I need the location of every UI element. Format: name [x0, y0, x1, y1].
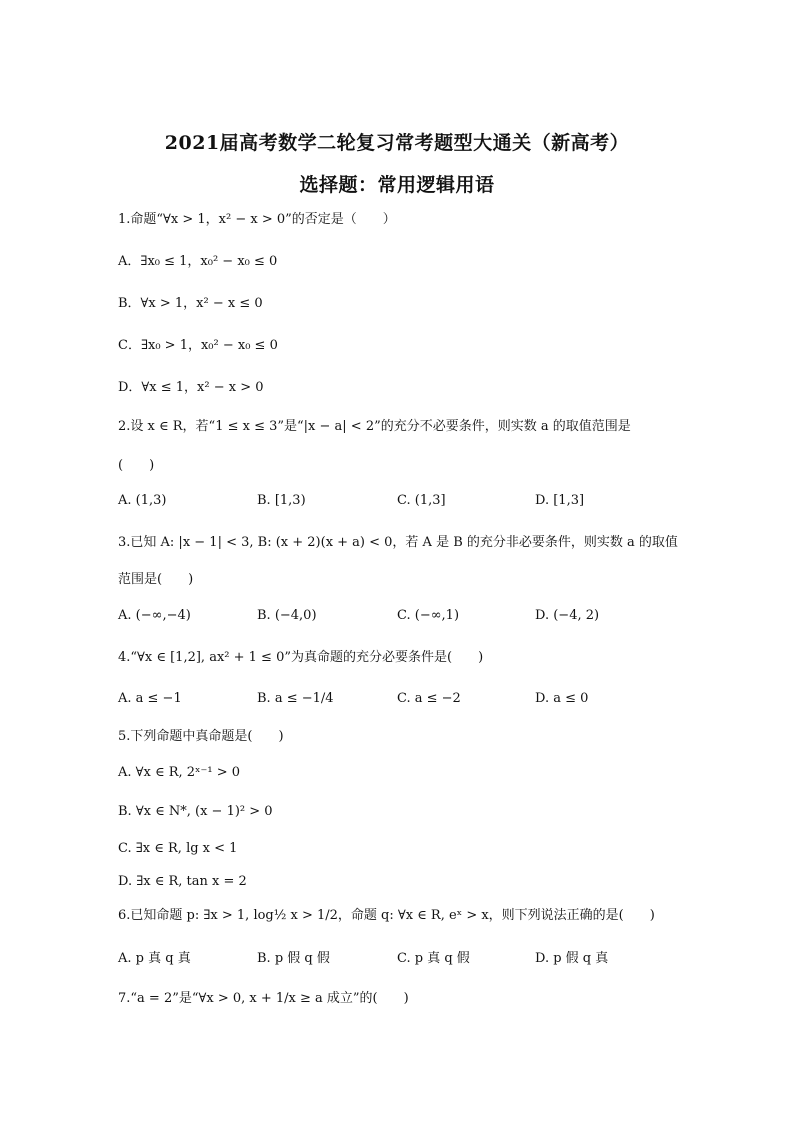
question-5-option-a: A. ∀x ∈ R, 2ˣ⁻¹ > 0: [118, 765, 241, 780]
question-7-stem: 7.“a = 2”是“∀x > 0, x + 1/x ≥ a 成立”的( ): [118, 991, 409, 1006]
question-6-option-d: D. p 假 q 真: [535, 951, 609, 966]
question-1-option-d: D．∀x ≤ 1，x² − x > 0: [118, 380, 264, 395]
question-6-stem: 6.已知命题 p: ∃x > 1, log½ x > 1/2，命题 q: ∀x ∈ R, eˣ > x，则下列说法正确的是( ): [118, 908, 655, 923]
question-4-stem: 4.“∀x ∈ [1,2], ax² + 1 ≤ 0”为真命题的充分必要条件是( ): [118, 650, 484, 665]
question-1-option-b: B．∀x > 1，x² − x ≤ 0: [118, 296, 263, 311]
question-3-stem-continued: 范围是( ): [118, 572, 194, 587]
question-5-option-c: C. ∃x ∈ R, lg x < 1: [118, 841, 238, 856]
question-4-option-a: A. a ≤ −1: [118, 691, 182, 706]
question-5-stem: 5.下列命题中真命题是( ): [118, 729, 284, 744]
question-5-option-b: B. ∀x ∈ N*, (x − 1)² > 0: [118, 804, 273, 819]
question-3-option-c: C. (−∞,1): [397, 608, 460, 623]
section-title: 选择题：常用逻辑用语: [299, 174, 495, 196]
question-2-stem: 2.设 x ∈ R，若“1 ≤ x ≤ 3”是“|x − a| < 2”的充分不必要条件，则实数 a 的取值范围是: [118, 419, 631, 434]
question-1-option-a: A．∃x₀ ≤ 1，x₀² − x₀ ≤ 0: [118, 254, 278, 269]
question-6-option-a: A. p 真 q 真: [118, 951, 191, 966]
question-3-stem: 3.已知 A: |x − 1| < 3, B: (x + 2)(x + a) < 0，若 A 是 B 的充分非必要条件，则实数 a 的取值: [118, 535, 678, 550]
question-3-option-d: D. (−4, 2): [535, 608, 600, 623]
question-2-option-d: D. [1,3]: [535, 493, 585, 508]
question-4-option-c: C. a ≤ −2: [397, 691, 461, 706]
question-3-option-a: A. (−∞,−4): [118, 608, 191, 623]
question-1-option-c: C．∃x₀ > 1，x₀² − x₀ ≤ 0: [118, 338, 278, 353]
question-2-option-b: B. [1,3): [257, 493, 306, 508]
question-6-option-c: C. p 真 q 假: [397, 951, 470, 966]
question-5-option-d: D. ∃x ∈ R, tan x = 2: [118, 874, 247, 889]
question-2-option-a: A. (1,3): [118, 493, 167, 508]
question-3-option-b: B. (−4,0): [257, 608, 317, 623]
question-2-stem-continued: ( ): [118, 458, 155, 473]
document-title: 2021届高考数学二轮复习常考题型大通关（新高考）: [164, 132, 630, 154]
question-2-option-c: C. (1,3]: [397, 493, 446, 508]
question-6-option-b: B. p 假 q 假: [257, 951, 330, 966]
question-1-stem: 1.命题“∀x > 1，x² − x > 0”的否定是（ ）: [118, 212, 396, 227]
question-4-option-d: D. a ≤ 0: [535, 691, 589, 706]
question-4-option-b: B. a ≤ −1/4: [257, 691, 334, 706]
